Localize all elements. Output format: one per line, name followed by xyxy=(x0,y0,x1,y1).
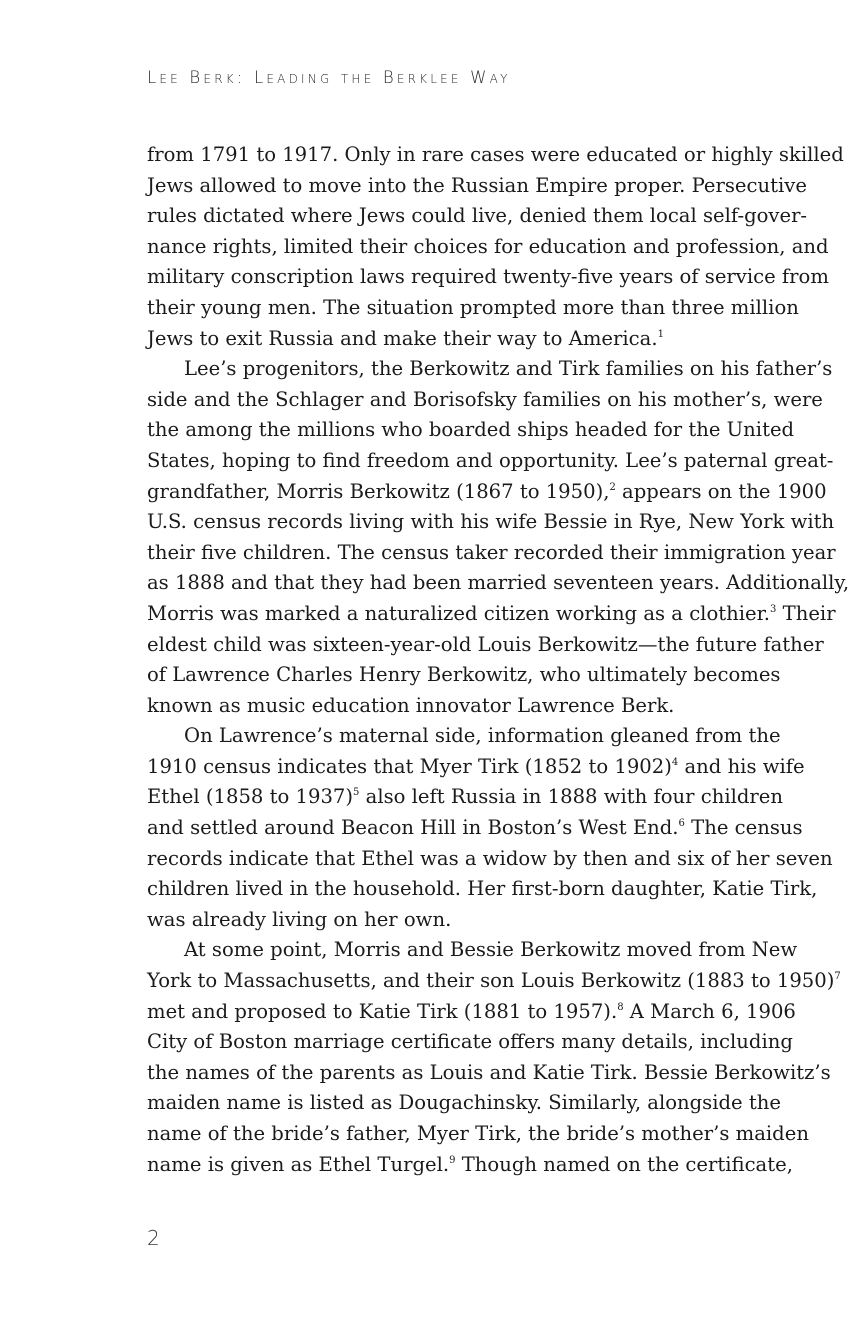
text-line: nance rights, limited their choices for education and profession, and xyxy=(147,234,829,258)
footnote-marker: 7 xyxy=(834,971,841,983)
text-line: York to Massachusetts, and their son Louis Berkowitz (1883 to 1950)$^7$ xyxy=(147,969,841,993)
paragraph xyxy=(147,721,833,935)
text-line: grandfather, Morris Berkowitz (1867 to 1950),$^2$ appears on the 1900 xyxy=(147,479,827,503)
footnote-marker: 9 xyxy=(449,1154,456,1166)
text-line: 1910 census indicates that Myer Tirk (1852 to 1902)$^4$ and his wife xyxy=(147,754,805,778)
paragraph xyxy=(147,935,841,1180)
text-line: Morris was marked a naturalized citizen working as a clothier.$^3$ Their xyxy=(147,601,836,625)
text-line: City of Boston marriage certificate offers many details, including xyxy=(147,1030,793,1054)
text-line: from 1791 to 1917. Only in rare cases were educated or highly skilled xyxy=(147,143,844,166)
text-line: as 1888 and that they had been married seventeen years. Additionally, xyxy=(147,571,850,595)
paragraph xyxy=(147,140,844,354)
text-line: rules dictated where Jews could live, denied them local self-gover- xyxy=(147,204,808,228)
footnote-marker: 2 xyxy=(609,481,616,493)
paragraph xyxy=(147,354,850,721)
text-line: Lee’s progenitors, the Berkowitz and Tirk families on his father’s xyxy=(184,357,833,381)
text-line: their young men. The situation prompted more than three million xyxy=(147,295,799,319)
footnote-marker: 5 xyxy=(353,787,360,799)
text-line: name of the bride’s father, Myer Tirk, the bride’s mother’s maiden xyxy=(147,1122,809,1145)
text-line: was already living on her own. xyxy=(147,907,452,931)
text-line: Jews to exit Russia and make their way to America.$^1$ xyxy=(147,326,664,350)
text-line: eldest child was sixteen-year-old Louis Berkowitz—the future father xyxy=(147,632,824,656)
footnote-marker: 8 xyxy=(617,1001,624,1013)
footnote-marker: 6 xyxy=(678,818,685,830)
text-line: side and the Schlager and Borisofsky families on his mother’s, were xyxy=(147,387,823,411)
text-line: known as music education innovator Lawrence Berk. xyxy=(147,693,675,717)
running-head: Lee Berk: Leading the Berklee Way xyxy=(147,68,511,87)
text-line: of Lawrence Charles Henry Berkowitz, who ultimately becomes xyxy=(147,663,781,687)
text-line: their five children. The census taker recorded their immigration year xyxy=(147,540,836,564)
text-line: At some point, Morris and Bessie Berkowitz moved from New xyxy=(184,938,798,962)
footnote-marker: 4 xyxy=(671,756,679,768)
page-number: 2 xyxy=(147,1226,160,1250)
text-line: States, hoping to find freedom and opportunity. Lee’s paternal great- xyxy=(147,448,834,472)
text-line: the names of the parents as Louis and Katie Tirk. Bessie Berkowitz’s xyxy=(147,1060,831,1084)
body-text xyxy=(147,140,850,1180)
text-line: military conscription laws required twenty-five years of service from xyxy=(147,265,829,289)
text-line: met and proposed to Katie Tirk (1881 to 1957).$^8$ A March 6, 1906 xyxy=(147,999,796,1023)
text-line: the among the millions who boarded ships headed for the United xyxy=(147,418,795,442)
text-line: children lived in the household. Her first-born daughter, Katie Tirk, xyxy=(147,877,818,901)
text-line: and settled around Beacon Hill in Boston’s West End.$^6$ The census xyxy=(147,816,803,840)
text-line: records indicate that Ethel was a widow by then and six of her seven xyxy=(147,846,833,870)
text-line: On Lawrence’s maternal side, information gleaned from the xyxy=(184,724,781,748)
text-line: name is given as Ethel Turgel.$^9$ Though named on the certificate, xyxy=(147,1152,793,1176)
footnote-marker: 3 xyxy=(770,603,777,615)
text-line: Ethel (1858 to 1937)$^5$ also left Russia in 1888 with four children xyxy=(147,785,784,809)
text-line: U.S. census records living with his wife Bessie in Rye, New York with xyxy=(147,510,835,534)
text-line: maiden name is listed as Dougachinsky. Similarly, alongside the xyxy=(147,1091,781,1115)
text-line: Jews allowed to move into the Russian Empire proper. Persecutive xyxy=(147,173,807,197)
footnote-marker: 1 xyxy=(657,328,664,340)
